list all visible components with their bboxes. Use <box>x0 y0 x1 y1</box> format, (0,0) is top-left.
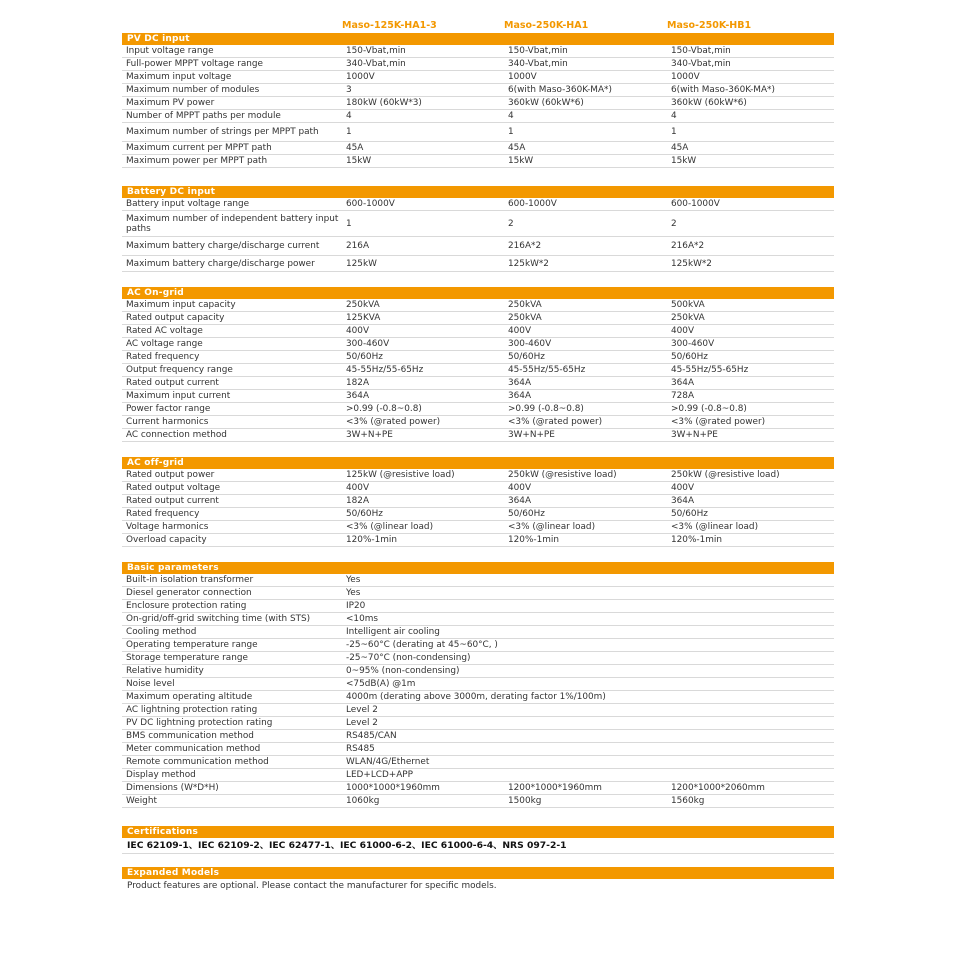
spec-value: <10ms <box>346 614 378 624</box>
spec-label: Maximum input voltage <box>126 72 232 82</box>
spec-row <box>122 377 834 390</box>
section-gap <box>122 168 834 186</box>
spec-label: Operating temperature range <box>126 640 258 650</box>
spec-label: Maximum number of modules <box>126 85 260 95</box>
spec-value: <3% (@rated power) <box>671 417 766 427</box>
spec-value: 300-460V <box>346 339 390 349</box>
model-header-row <box>122 17 834 33</box>
spec-value: 2 <box>508 218 514 229</box>
spec-row <box>122 71 834 84</box>
spec-value: 1 <box>346 218 352 229</box>
spec-value: Level 2 <box>346 705 378 715</box>
spec-value: 600-1000V <box>346 199 395 209</box>
spec-row <box>122 508 834 521</box>
spec-label: Noise level <box>126 679 175 689</box>
spec-value: 364A <box>508 378 532 388</box>
spec-value: 1060kg <box>346 796 380 806</box>
spec-value: 1000V <box>671 72 700 82</box>
spec-label: Overload capacity <box>126 535 207 545</box>
spec-label: Power factor range <box>126 404 211 414</box>
spec-value: Level 2 <box>346 718 378 728</box>
spec-label: Enclosure protection rating <box>126 601 247 611</box>
spec-label: Storage temperature range <box>126 653 248 663</box>
spec-value: 340-Vbat,min <box>346 59 406 69</box>
spec-label: Number of MPPT paths per module <box>126 111 281 121</box>
spec-row <box>122 521 834 534</box>
spec-row <box>122 312 834 325</box>
spec-value: 45A <box>508 143 526 153</box>
spec-row <box>122 299 834 312</box>
section-header-expanded-models: Expanded Models <box>122 867 834 879</box>
spec-value: <3% (@linear load) <box>346 522 434 532</box>
spec-value: 360kW (60kW*6) <box>508 98 584 108</box>
spec-label: Voltage harmonics <box>126 522 209 532</box>
spec-sheet <box>122 17 834 893</box>
spec-value: 1200*1000*1960mm <box>508 783 602 793</box>
spec-row <box>122 626 834 639</box>
spec-row <box>122 482 834 495</box>
spec-value: 4 <box>346 111 352 121</box>
spec-label: Maximum number of strings per MPPT path <box>126 127 319 137</box>
spec-label: AC lightning protection rating <box>126 705 258 715</box>
spec-value: 1 <box>508 127 514 137</box>
spec-value: <3% (@rated power) <box>508 417 603 427</box>
spec-label: Diesel generator connection <box>126 588 252 598</box>
spec-value: 250kW (@resistive load) <box>508 470 617 480</box>
spec-label: Built-in isolation transformer <box>126 575 254 585</box>
spec-label: Maximum operating altitude <box>126 692 253 702</box>
spec-row <box>122 756 834 769</box>
spec-value: 1500kg <box>508 796 542 806</box>
spec-row <box>122 142 834 155</box>
spec-label: Input voltage range <box>126 46 214 56</box>
spec-value: 6(with Maso-360K-MA*) <box>508 85 612 95</box>
spec-value: 1 <box>671 127 677 137</box>
spec-value: IP20 <box>346 601 366 611</box>
spec-value: 250kVA <box>508 313 542 323</box>
spec-label: Weight <box>126 796 157 806</box>
spec-value: 216A <box>346 241 370 251</box>
spec-label: Cooling method <box>126 627 197 637</box>
spec-value: 364A <box>671 378 695 388</box>
section-header: Battery DC input <box>122 186 834 198</box>
spec-value: -25~60°C (derating at 45~60°C, ) <box>346 640 498 650</box>
spec-label: Maximum battery charge/discharge current <box>126 241 320 251</box>
spec-value: 15kW <box>346 156 372 166</box>
spec-value: 120%-1min <box>508 535 559 545</box>
spec-value: 600-1000V <box>671 199 720 209</box>
spec-value: 250kVA <box>671 313 705 323</box>
spec-sections <box>122 33 834 826</box>
spec-label: Display method <box>126 770 196 780</box>
spec-value: 125KVA <box>346 313 381 323</box>
section-header: PV DC input <box>122 33 834 45</box>
spec-value: 150-Vbat,min <box>346 46 406 56</box>
spec-value: 4000m (derating above 3000m, derating factor 1%/100m) <box>346 692 606 702</box>
spec-value: 50/60Hz <box>346 509 383 519</box>
spec-row <box>122 665 834 678</box>
spec-value: 50/60Hz <box>508 509 545 519</box>
spec-label: Rated output capacity <box>126 313 225 323</box>
spec-label: Maximum power per MPPT path <box>126 156 268 166</box>
spec-value: 400V <box>346 483 370 493</box>
spec-value: 250kVA <box>508 300 542 310</box>
spec-label: Maximum battery charge/discharge power <box>126 258 315 269</box>
spec-value: Yes <box>346 588 361 598</box>
spec-label: Rated AC voltage <box>126 326 203 336</box>
spec-value: <3% (@linear load) <box>671 522 759 532</box>
spec-row <box>122 429 834 442</box>
spec-label: Relative humidity <box>126 666 204 676</box>
spec-value: 216A*2 <box>671 241 705 251</box>
spec-value: RS485 <box>346 744 375 754</box>
spec-row <box>122 416 834 429</box>
spec-value: <3% (@linear load) <box>508 522 596 532</box>
spec-row <box>122 351 834 364</box>
spec-value: 300-460V <box>671 339 715 349</box>
spec-value: 340-Vbat,min <box>508 59 568 69</box>
spec-value: 1000V <box>508 72 537 82</box>
spec-value: 400V <box>508 483 532 493</box>
spec-value: 125kW*2 <box>671 258 712 269</box>
spec-value: >0.99 (-0.8~0.8) <box>508 404 584 414</box>
spec-value: 4 <box>671 111 677 121</box>
spec-label: Current harmonics <box>126 417 209 427</box>
spec-row <box>122 587 834 600</box>
spec-value: 364A <box>508 391 532 401</box>
spec-value: 3 <box>346 85 352 95</box>
spec-row <box>122 211 834 237</box>
spec-row <box>122 782 834 795</box>
spec-value: WLAN/4G/Ethernet <box>346 757 430 767</box>
spec-value: 4 <box>508 111 514 121</box>
spec-row <box>122 403 834 416</box>
spec-value: -25~70°C (non-condensing) <box>346 653 471 663</box>
spec-label: Rated frequency <box>126 352 200 362</box>
spec-value: <75dB(A) @1m <box>346 679 416 689</box>
spec-value: 45-55Hz/55-65Hz <box>671 365 749 375</box>
spec-row <box>122 704 834 717</box>
spec-row <box>122 639 834 652</box>
spec-value: 125kW*2 <box>508 258 549 269</box>
spec-value: >0.99 (-0.8~0.8) <box>346 404 422 414</box>
section-header: Basic parameters <box>122 562 834 574</box>
spec-row <box>122 574 834 587</box>
spec-row <box>122 743 834 756</box>
spec-value: 1200*1000*2060mm <box>671 783 765 793</box>
spec-value: RS485/CAN <box>346 731 397 741</box>
spec-value: 728A <box>671 391 695 401</box>
spec-value: 400V <box>671 326 695 336</box>
spec-value: 182A <box>346 496 370 506</box>
spec-value: >0.99 (-0.8~0.8) <box>671 404 747 414</box>
model-name-3: Maso-250K-HB1 <box>667 19 752 31</box>
section-gap <box>122 854 834 867</box>
spec-row <box>122 600 834 613</box>
spec-value: 45-55Hz/55-65Hz <box>508 365 586 375</box>
spec-row <box>122 97 834 110</box>
spec-row <box>122 678 834 691</box>
section-header-certifications: Certifications <box>122 826 834 838</box>
spec-value: 400V <box>508 326 532 336</box>
spec-value: 216A*2 <box>508 241 542 251</box>
spec-row <box>122 45 834 58</box>
spec-label: Maximum current per MPPT path <box>126 143 272 153</box>
spec-row <box>122 730 834 743</box>
spec-value: Yes <box>346 575 361 585</box>
spec-row <box>122 390 834 403</box>
spec-label: Rated output voltage <box>126 483 221 493</box>
spec-value: 364A <box>508 496 532 506</box>
spec-label: Battery input voltage range <box>126 199 250 209</box>
spec-value: 340-Vbat,min <box>671 59 731 69</box>
spec-value: 50/60Hz <box>346 352 383 362</box>
spec-value: Intelligent air cooling <box>346 627 440 637</box>
spec-row <box>122 364 834 377</box>
spec-value: 250kVA <box>346 300 380 310</box>
spec-label: Full-power MPPT voltage range <box>126 59 264 69</box>
spec-value: 500kVA <box>671 300 705 310</box>
spec-row <box>122 691 834 704</box>
spec-value: 1 <box>346 127 352 137</box>
section-gap <box>122 547 834 562</box>
spec-label: Rated output power <box>126 470 215 480</box>
spec-value: 1560kg <box>671 796 705 806</box>
spec-label: Meter communication method <box>126 744 261 754</box>
spec-value: 125kW (@resistive load) <box>346 470 455 480</box>
spec-value: 3W+N+PE <box>671 430 718 440</box>
spec-value: 1000V <box>346 72 375 82</box>
spec-row <box>122 84 834 97</box>
spec-row <box>122 469 834 482</box>
spec-value: 6(with Maso-360K-MA*) <box>671 85 775 95</box>
spec-label: BMS communication method <box>126 731 254 741</box>
spec-label: AC voltage range <box>126 339 203 349</box>
spec-value: 400V <box>346 326 370 336</box>
spec-value: 1000*1000*1960mm <box>346 783 440 793</box>
spec-value: 45-55Hz/55-65Hz <box>346 365 424 375</box>
section-gap <box>122 442 834 457</box>
spec-value: 364A <box>346 391 370 401</box>
spec-value: 50/60Hz <box>671 352 708 362</box>
spec-row <box>122 338 834 351</box>
spec-value: 180kW (60kW*3) <box>346 98 422 108</box>
spec-row <box>122 325 834 338</box>
spec-value: 2 <box>671 218 677 229</box>
spec-row <box>122 110 834 123</box>
spec-value: 15kW <box>508 156 534 166</box>
spec-value: 15kW <box>671 156 697 166</box>
spec-value: 300-460V <box>508 339 552 349</box>
spec-label: Maximum number of independent battery input paths <box>126 213 339 234</box>
spec-value: 182A <box>346 378 370 388</box>
section-header: AC off-grid <box>122 457 834 469</box>
spec-label: Maximum input current <box>126 391 231 401</box>
spec-row <box>122 58 834 71</box>
spec-label: Rated output current <box>126 378 219 388</box>
section-gap <box>122 808 834 826</box>
spec-label: Maximum input capacity <box>126 300 236 310</box>
spec-value: 360kW (60kW*6) <box>671 98 747 108</box>
spec-row <box>122 613 834 626</box>
spec-row <box>122 198 834 211</box>
spec-label: On-grid/off-grid switching time (with STS) <box>126 614 311 624</box>
spec-row <box>122 123 834 142</box>
spec-value: 50/60Hz <box>671 509 708 519</box>
spec-value: 150-Vbat,min <box>671 46 731 56</box>
certifications-text: IEC 62109-1、IEC 62109-2、IEC 62477-1、IEC 61000-6-2、IEC 61000-6-4、NRS 097-2-1 <box>122 838 834 854</box>
spec-value: 250kW (@resistive load) <box>671 470 780 480</box>
spec-value: 0~95% (non-condensing) <box>346 666 460 676</box>
spec-label: Rated frequency <box>126 509 200 519</box>
spec-value: 600-1000V <box>508 199 557 209</box>
spec-value: 120%-1min <box>671 535 722 545</box>
spec-label: Remote communication method <box>126 757 269 767</box>
spec-value: 150-Vbat,min <box>508 46 568 56</box>
spec-value: 364A <box>671 496 695 506</box>
spec-value: 120%-1min <box>346 535 397 545</box>
spec-row <box>122 769 834 782</box>
spec-value: 3W+N+PE <box>346 430 393 440</box>
spec-label: Dimensions (W*D*H) <box>126 783 219 793</box>
section-header: AC On-grid <box>122 287 834 299</box>
spec-label: Output frequency range <box>126 365 233 375</box>
expanded-models-text: Product features are optional. Please contact the manufacturer for specific models. <box>127 881 497 891</box>
model-name-2: Maso-250K-HA1 <box>504 19 589 31</box>
spec-row <box>122 155 834 168</box>
spec-row <box>122 652 834 665</box>
spec-row <box>122 237 834 256</box>
spec-value: <3% (@rated power) <box>346 417 441 427</box>
spec-row <box>122 717 834 730</box>
model-name-1: Maso-125K-HA1-3 <box>342 19 437 31</box>
spec-value: 3W+N+PE <box>508 430 555 440</box>
spec-value: LED+LCD+APP <box>346 770 414 780</box>
spec-label: Maximum PV power <box>126 98 215 108</box>
spec-value: 50/60Hz <box>508 352 545 362</box>
spec-value: 45A <box>346 143 364 153</box>
spec-value: 45A <box>671 143 689 153</box>
spec-value: 125kW <box>346 258 377 269</box>
spec-label: PV DC lightning protection rating <box>126 718 273 728</box>
spec-label: AC connection method <box>126 430 227 440</box>
section-gap <box>122 272 834 287</box>
spec-row <box>122 795 834 808</box>
spec-value: 400V <box>671 483 695 493</box>
spec-row <box>122 534 834 547</box>
spec-label: Rated output current <box>126 496 219 506</box>
spec-row <box>122 495 834 508</box>
spec-row <box>122 256 834 272</box>
